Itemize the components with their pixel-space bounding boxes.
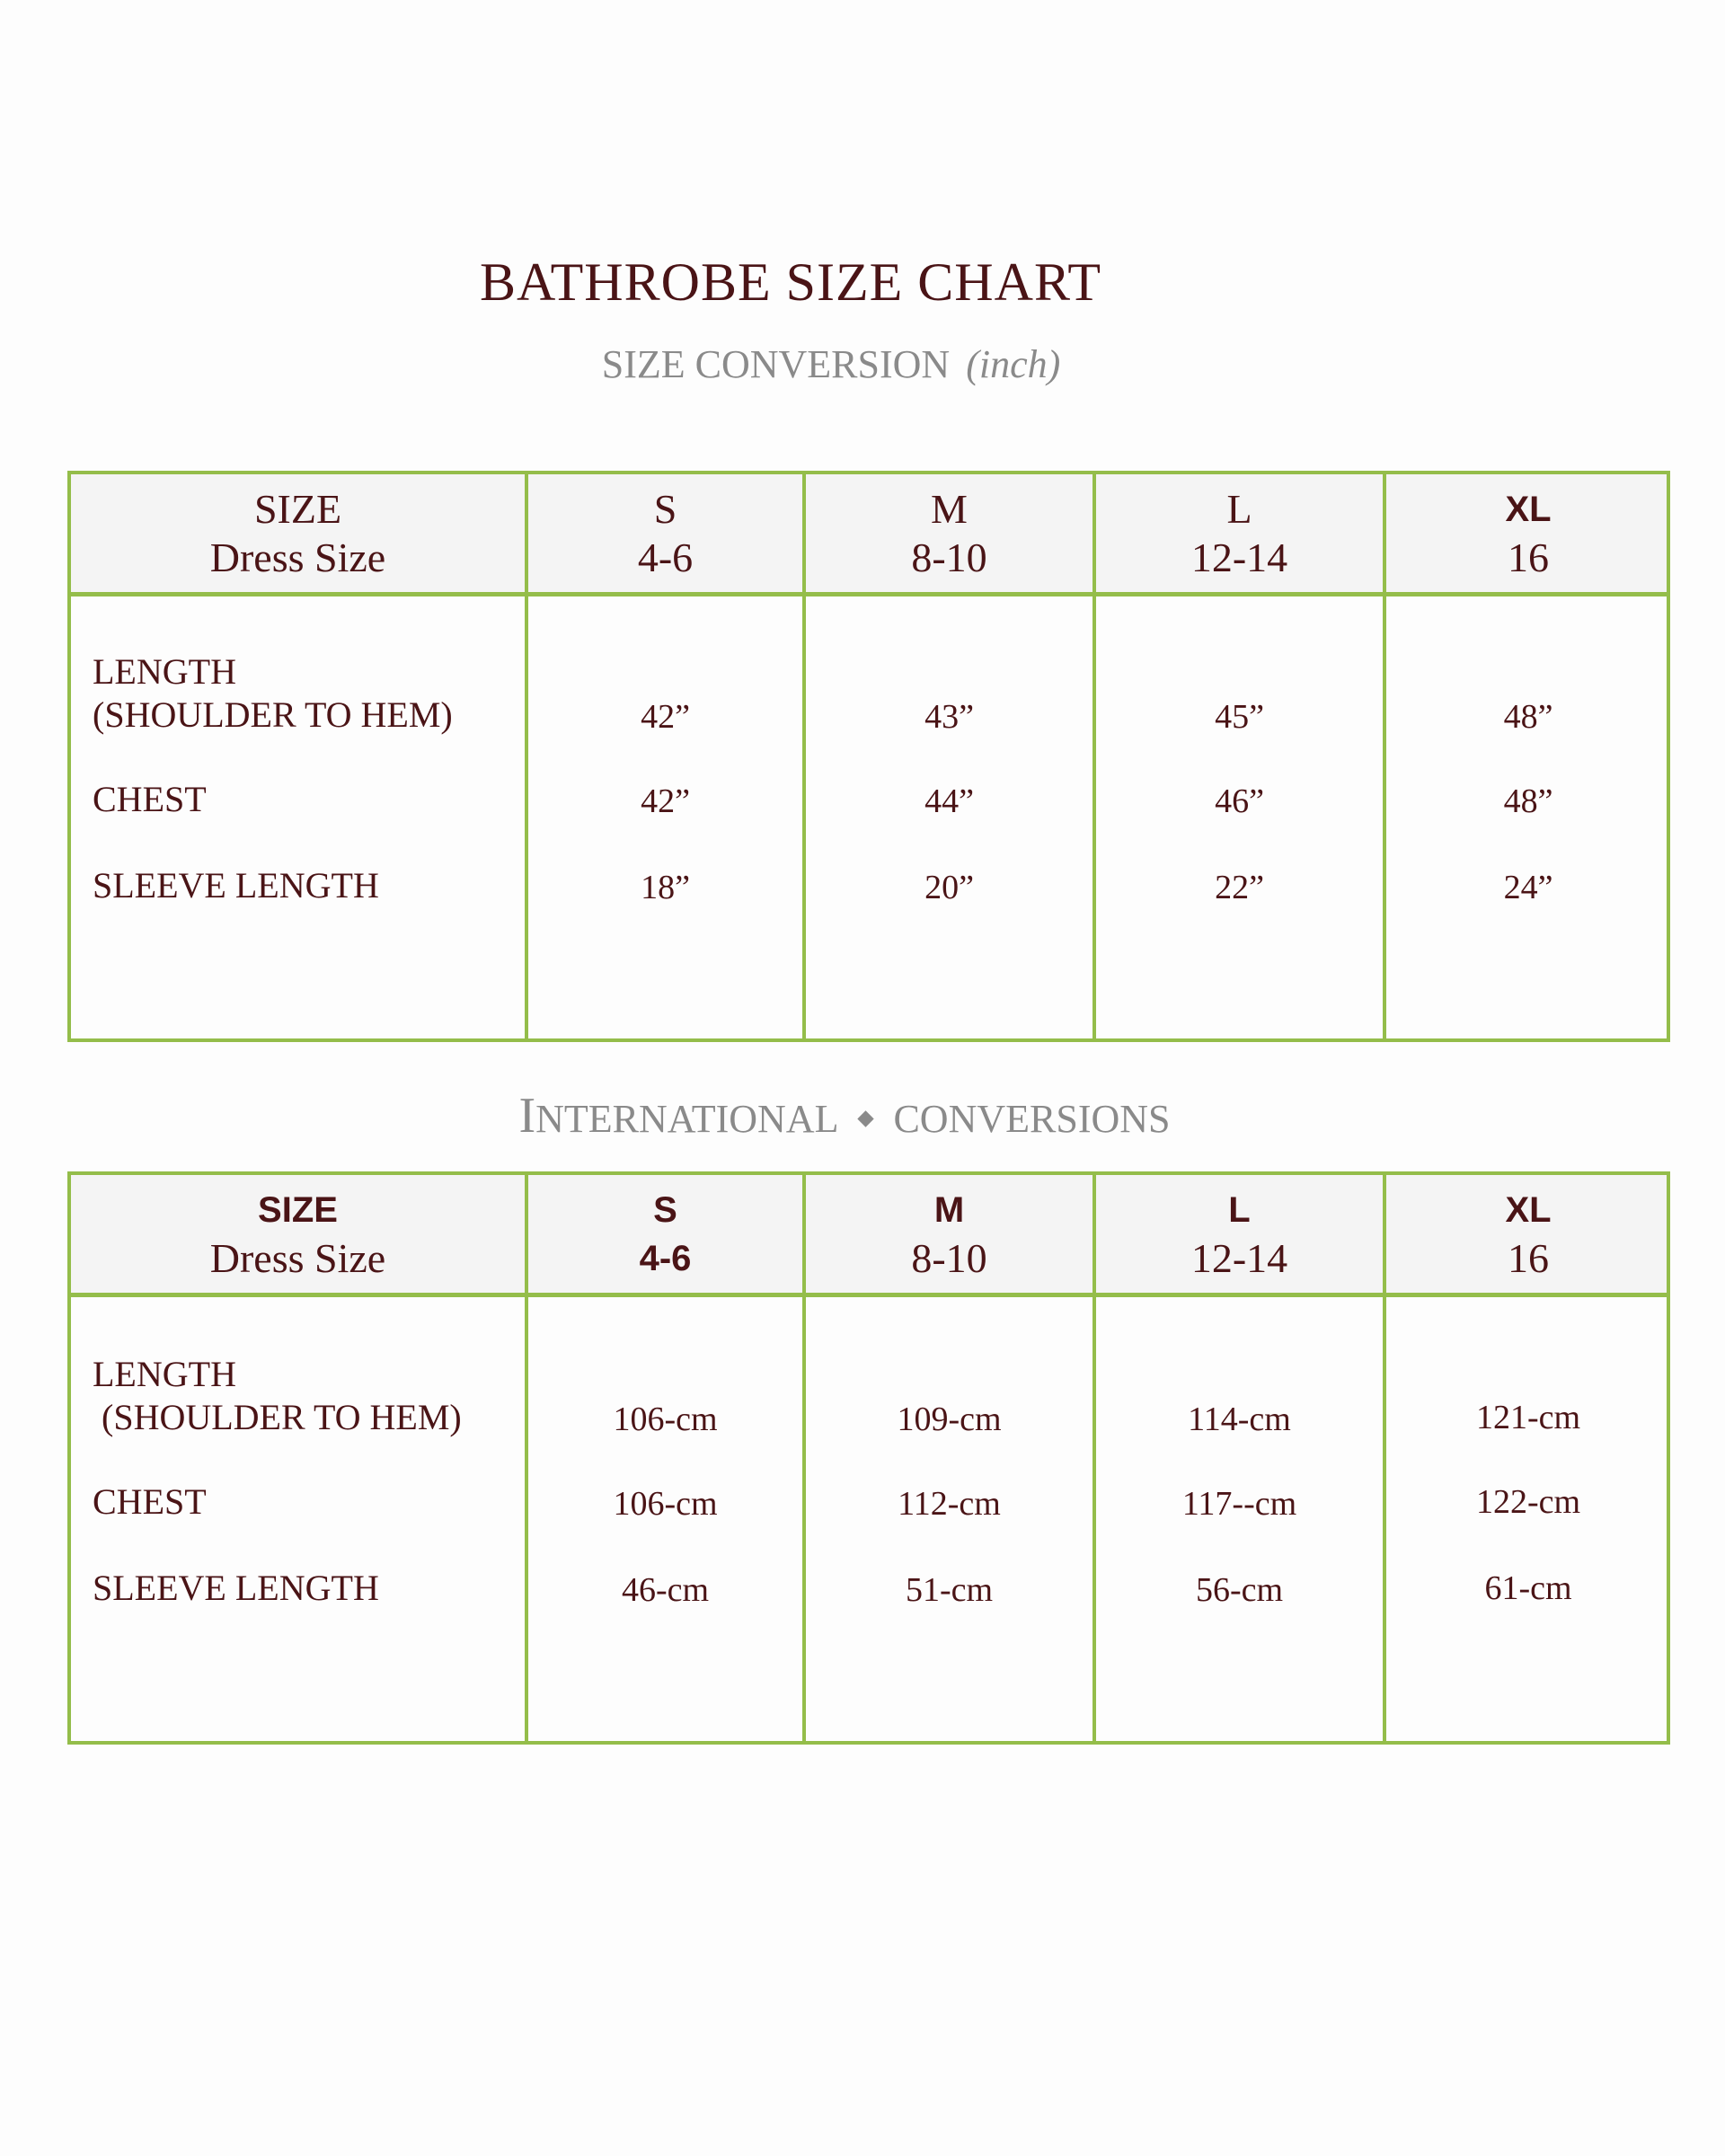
cm-header-row (71, 1175, 1667, 1297)
table-cell: 42” (641, 782, 690, 820)
column-divider (802, 1175, 806, 1741)
column-divider (525, 474, 528, 1038)
column-divider (525, 1175, 528, 1741)
header-l-range: 12-14 (1190, 534, 1288, 580)
header-xl-label: XL (1505, 1189, 1552, 1230)
table-cell: 56-cm (1195, 1571, 1284, 1609)
header-s-label: S (653, 485, 677, 532)
table-cell: 20” (924, 869, 974, 906)
table-cell: 46-cm (621, 1571, 710, 1609)
column-divider (1383, 1175, 1386, 1741)
table-cell: 106-cm (613, 1485, 718, 1523)
header-l (1096, 1175, 1383, 1293)
header-dress-size-label: Dress Size (209, 534, 386, 580)
table-cell: 43” (924, 698, 974, 736)
inch-size-table (67, 471, 1670, 1042)
table-cell: 24” (1503, 869, 1553, 906)
header-xl (1386, 1175, 1670, 1293)
header-xl-range: 16 (1508, 1234, 1549, 1281)
header-size-label: SIZE (258, 1189, 338, 1230)
diamond-icon (858, 1110, 874, 1127)
header-dress-size-label: Dress Size (209, 1234, 386, 1281)
header-xl (1386, 474, 1670, 592)
header-m-label: M (933, 1189, 965, 1230)
size-conversion-subtitle (0, 341, 1662, 387)
header-m-range: 8-10 (911, 1234, 987, 1281)
row-label-length (93, 1353, 462, 1439)
header-xl-range: 16 (1508, 534, 1549, 580)
header-m-range: 8-10 (911, 534, 987, 580)
header-size (71, 474, 525, 592)
row-label-chest: CHEST (93, 1481, 207, 1522)
international-conversions-title (0, 1087, 1689, 1144)
row-label-length-line1: LENGTH (93, 1354, 236, 1394)
table-cell: 114-cm (1188, 1401, 1291, 1438)
header-size (71, 1175, 525, 1293)
header-s-label: S (653, 1189, 677, 1230)
table-cell: 112-cm (898, 1485, 1001, 1523)
table-cell: 22” (1215, 869, 1264, 906)
table-cell: 117--cm (1181, 1485, 1297, 1523)
header-m-label: M (931, 485, 968, 532)
row-label-sleeve: SLEEVE LENGTH (93, 1568, 379, 1608)
header-l-range: 12-14 (1190, 1234, 1288, 1281)
row-label-chest: CHEST (93, 779, 207, 819)
table-cell: 48” (1503, 698, 1553, 736)
table-cell: 42” (641, 698, 690, 736)
table-cell: 44” (924, 782, 974, 820)
header-s-range: 4-6 (637, 534, 694, 580)
header-size-label: SIZE (253, 485, 342, 532)
table-cell: 109-cm (897, 1401, 1002, 1438)
table-cell: 48” (1503, 782, 1553, 820)
subtitle-text: SIZE CONVERSION (601, 342, 951, 386)
table-cell: 61-cm (1484, 1569, 1572, 1607)
row-label-length-line2: (SHOULDER TO HEM) (93, 694, 453, 735)
header-m (806, 474, 1092, 592)
subtitle-unit: (inch) (966, 342, 1061, 386)
column-divider (1383, 474, 1386, 1038)
row-label-sleeve: SLEEVE LENGTH (93, 865, 379, 906)
header-m (806, 1175, 1092, 1293)
table-cell: 106-cm (613, 1401, 718, 1438)
row-label-length-line2: (SHOULDER TO HEM) (93, 1397, 462, 1437)
inch-header-row (71, 474, 1667, 596)
header-l-label: L (1226, 485, 1252, 532)
table-cell: 51-cm (905, 1571, 994, 1609)
column-divider (1092, 1175, 1096, 1741)
section-title-rest: NTERNATIONAL (535, 1097, 839, 1141)
header-xl-label: XL (1505, 489, 1552, 529)
table-cell: 45” (1215, 698, 1264, 736)
table-cell: 46” (1215, 782, 1264, 820)
table-cell: 18” (641, 869, 690, 906)
column-divider (802, 474, 806, 1038)
table-cell: 122-cm (1475, 1483, 1581, 1521)
header-l-label: L (1228, 1189, 1251, 1230)
header-s (528, 474, 802, 592)
row-label-length (93, 650, 453, 737)
header-s-range: 4-6 (639, 1238, 692, 1278)
table-cell: 121-cm (1475, 1399, 1581, 1436)
cm-size-table (67, 1171, 1670, 1745)
column-divider (1092, 474, 1096, 1038)
page-title: BATHROBE SIZE CHART (479, 252, 1102, 312)
row-label-length-line1: LENGTH (93, 651, 236, 692)
section-title-tail: CONVERSIONS (893, 1097, 1171, 1141)
header-l (1096, 474, 1383, 592)
section-title-initial: I (518, 1088, 536, 1144)
header-s (528, 1175, 802, 1293)
